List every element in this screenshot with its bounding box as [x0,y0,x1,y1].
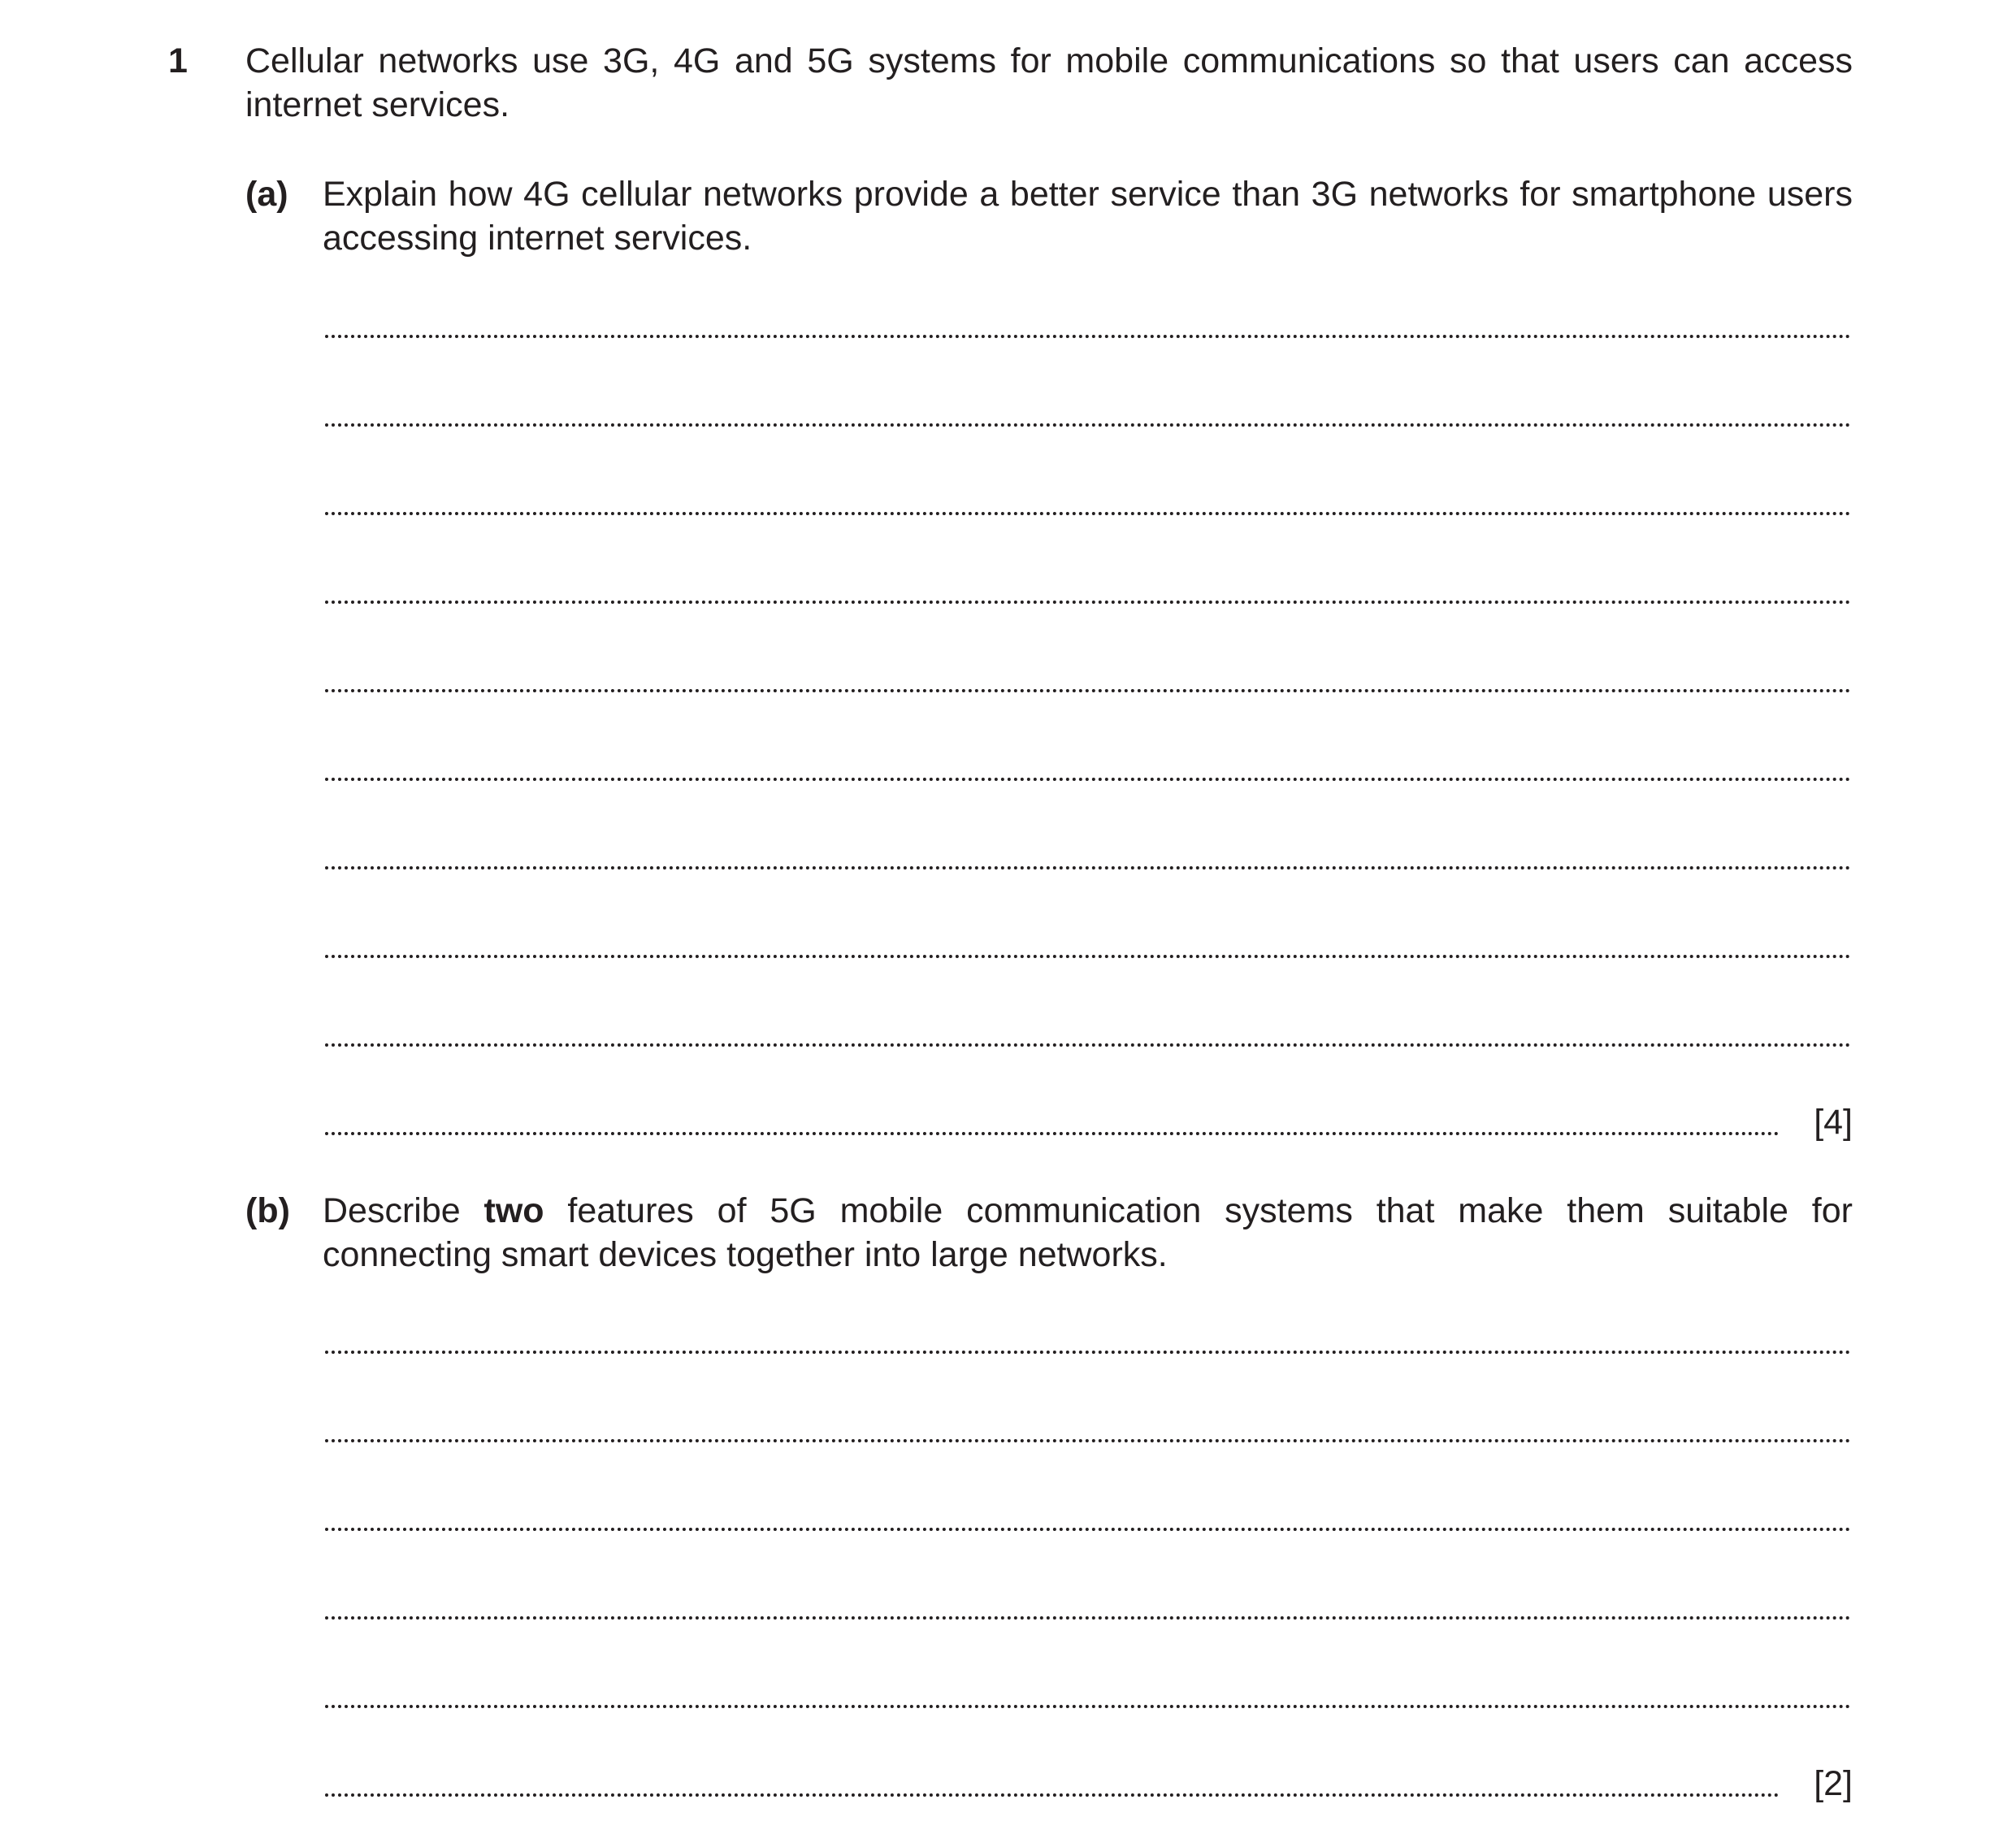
answer-line[interactable] [325,866,1851,869]
part-b-text-emphasis: two [483,1191,544,1230]
answer-line[interactable] [325,1616,1851,1620]
question-stem: Cellular networks use 3G, 4G and 5G systems for mobile communications so that users can access internet services. [245,41,1853,124]
answer-line[interactable] [325,1043,1851,1047]
answer-line[interactable] [325,1439,1851,1442]
answer-line[interactable] [325,1705,1851,1708]
answer-line[interactable] [325,689,1851,692]
answer-line[interactable] [325,512,1851,515]
question-number: 1 [168,41,188,80]
part-a-label: (a) [245,175,288,214]
answer-line[interactable] [325,335,1851,338]
answer-line[interactable] [325,1132,1780,1135]
answer-line[interactable] [325,423,1851,427]
answer-line[interactable] [325,1528,1851,1531]
answer-line[interactable] [325,1793,1780,1797]
part-b-marks: [2] [1814,1764,1853,1803]
answer-line[interactable] [325,955,1851,958]
part-b-text-before: Describe [323,1191,484,1230]
part-b-label: (b) [245,1191,290,1230]
answer-line[interactable] [325,1351,1851,1354]
part-a-marks: [4] [1814,1103,1853,1142]
part-b-text-after: features of 5G mobile communication systems that make them suitable for connecting smart devices together into large networks. [323,1191,1853,1274]
part-b-text [323,1189,1853,1277]
part-a-text: Explain how 4G cellular networks provide a better service than 3G networks for smartphone users accessing internet services. [323,175,1853,258]
answer-line[interactable] [325,601,1851,604]
answer-line[interactable] [325,778,1851,781]
